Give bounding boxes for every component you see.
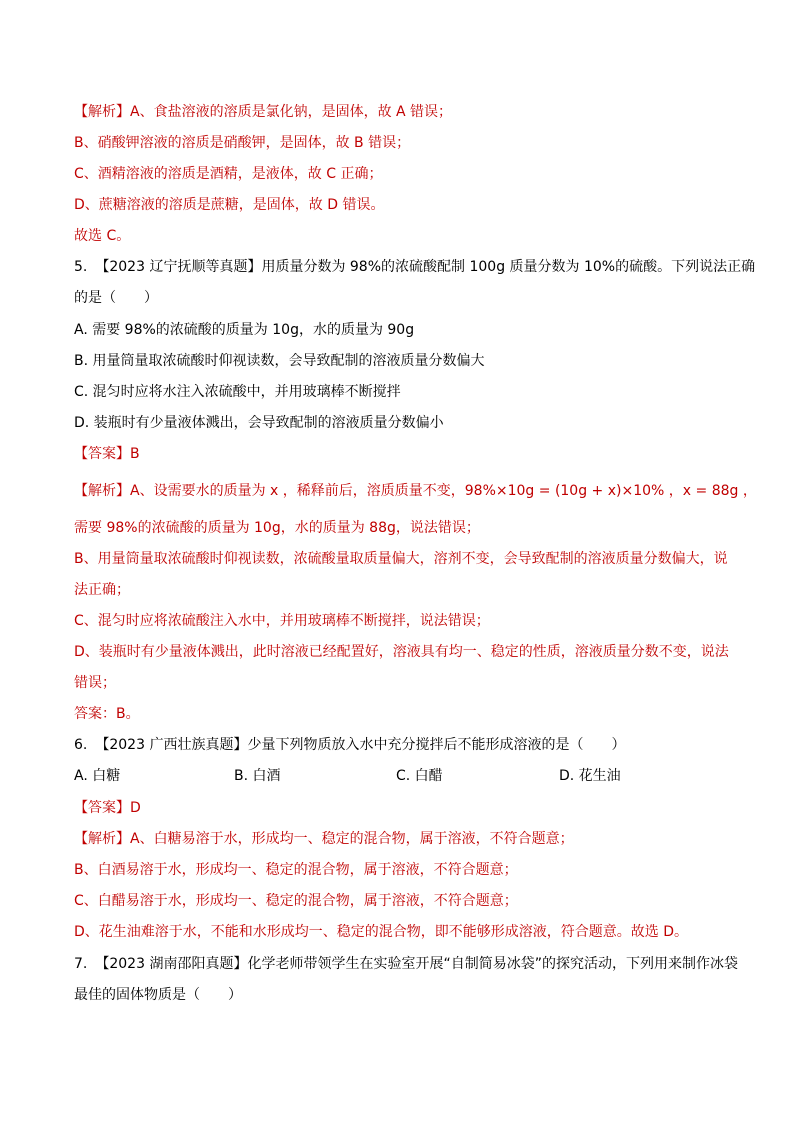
question-stem: 少量下列物质放入水中充分搅拌后不能形成溶液的是（ ） — [247, 737, 626, 753]
question-stem: 用质量分数为 98%的浓硫酸配制 100g 质量分数为 10%的硫酸。下列说法正确 — [261, 259, 756, 275]
q5-analysis-line-3: B、用量筒量取浓硫酸时仰视读数，浓硫酸量取质量偏大，溶剂不变，会导致配制的溶液质量分数偏大，说 — [74, 551, 728, 567]
q5-conclusion: 答案：B。 — [74, 706, 140, 722]
q6-option-b: B. 白酒 — [234, 768, 281, 784]
q4-conclusion: 故选 C。 — [74, 228, 131, 244]
q5-option-d: D. 装瓶时有少量液体溅出，会导致配制的溶液质量分数偏小 — [74, 415, 444, 431]
q5-analysis-line-2: 需要 98%的浓硫酸的质量为 10g，水的质量为 88g，说法错误； — [74, 520, 480, 536]
question-source: 【2023 湖南邵阳真题】 — [95, 956, 248, 972]
q6-analysis-line-1 — [74, 827, 726, 851]
q5-analysis-line-1 — [74, 479, 757, 503]
q5-analysis-line-6: D、装瓶时有少量液体溅出，此时溶液已经配置好，溶液具有均一、稳定的性质，溶液质量分数不变，说法 — [74, 644, 729, 660]
q5-stem-line-2: 的是（ ） — [74, 290, 158, 306]
q6-options-row — [74, 764, 726, 788]
answer-tag: 【答案】 — [74, 446, 130, 462]
q5-option-b: B. 用量筒量取浓硫酸时仰视读数，会导致配制的溶液质量分数偏大 — [74, 353, 485, 369]
q6-option-a: A. 白糖 — [74, 768, 121, 784]
q4-analysis-line-3: C、酒精溶液的溶质是酒精，是液体，故 C 正确； — [74, 166, 383, 182]
q5-stem-line-1 — [74, 255, 756, 279]
q6-option-c: C. 白醋 — [396, 768, 443, 784]
q7-stem-line-2: 最佳的固体物质是（ ） — [74, 987, 242, 1003]
q6-answer — [74, 796, 726, 820]
analysis-tag: 【解析】 — [74, 831, 130, 847]
question-stem: 化学老师带领学生在实验室开展“自制简易冰袋”的探究活动，下列用来制作冰袋 — [247, 956, 738, 972]
q6-stem — [74, 733, 726, 757]
question-source: 【2023 辽宁抚顺等真题】 — [95, 259, 262, 275]
analysis-tag: 【解析】 — [74, 483, 130, 499]
q5-analysis-line-4: 法正确； — [74, 582, 130, 598]
q5-analysis-line-5: C、混匀时应将浓硫酸注入水中，并用玻璃棒不断搅拌，说法错误； — [74, 613, 490, 629]
q5-option-a: A. 需要 98%的浓硫酸的质量为 10g，水的质量为 90g — [74, 322, 415, 338]
q5-answer — [74, 442, 726, 466]
q6-option-d: D. 花生油 — [559, 768, 621, 784]
analysis-tag: 【解析】 — [74, 104, 130, 120]
q5-option-c: C. 混匀时应将水注入浓硫酸中，并用玻璃棒不断搅拌 — [74, 384, 401, 400]
question-source: 【2023 广西壮族真题】 — [95, 737, 248, 753]
q4-analysis-line-2: B、硝酸钾溶液的溶质是硝酸钾，是固体，故 B 错误； — [74, 135, 411, 151]
answer-value: D — [130, 800, 141, 816]
answer-value: B — [130, 446, 140, 462]
q6-analysis-line-2: B、白酒易溶于水，形成均一、稳定的混合物，属于溶液，不符合题意； — [74, 862, 518, 878]
question-number: 7. — [74, 956, 88, 972]
q6-analysis-line-4: D、花生油难溶于水，不能和水形成均一、稳定的混合物，即不能够形成溶液，符合题意。故选 D。 — [74, 924, 689, 940]
q4-analysis-line-1 — [74, 100, 726, 124]
q6-analysis-line-3: C、白醋易溶于水，形成均一、稳定的混合物，属于溶液，不符合题意； — [74, 893, 518, 909]
question-number: 5. — [74, 259, 88, 275]
q7-stem-line-1 — [74, 952, 738, 976]
q4-analysis-text: A、食盐溶液的溶质是氯化钠，是固体，故 A 错误； — [130, 104, 453, 120]
answer-tag: 【答案】 — [74, 800, 130, 816]
q5-analysis-text: A、设需要水的质量为 x ，稀释前后，溶质质量不变，98%×10g = (10g + x)×10% ，x = 88g ， — [130, 483, 757, 499]
q6-analysis-text: A、白糖易溶于水，形成均一、稳定的混合物，属于溶液，不符合题意； — [130, 831, 574, 847]
q4-analysis-line-4: D、蔗糖溶液的溶质是蔗糖，是固体，故 D 错误。 — [74, 197, 385, 213]
question-number: 6. — [74, 737, 88, 753]
q5-analysis-line-7: 错误； — [74, 675, 116, 691]
